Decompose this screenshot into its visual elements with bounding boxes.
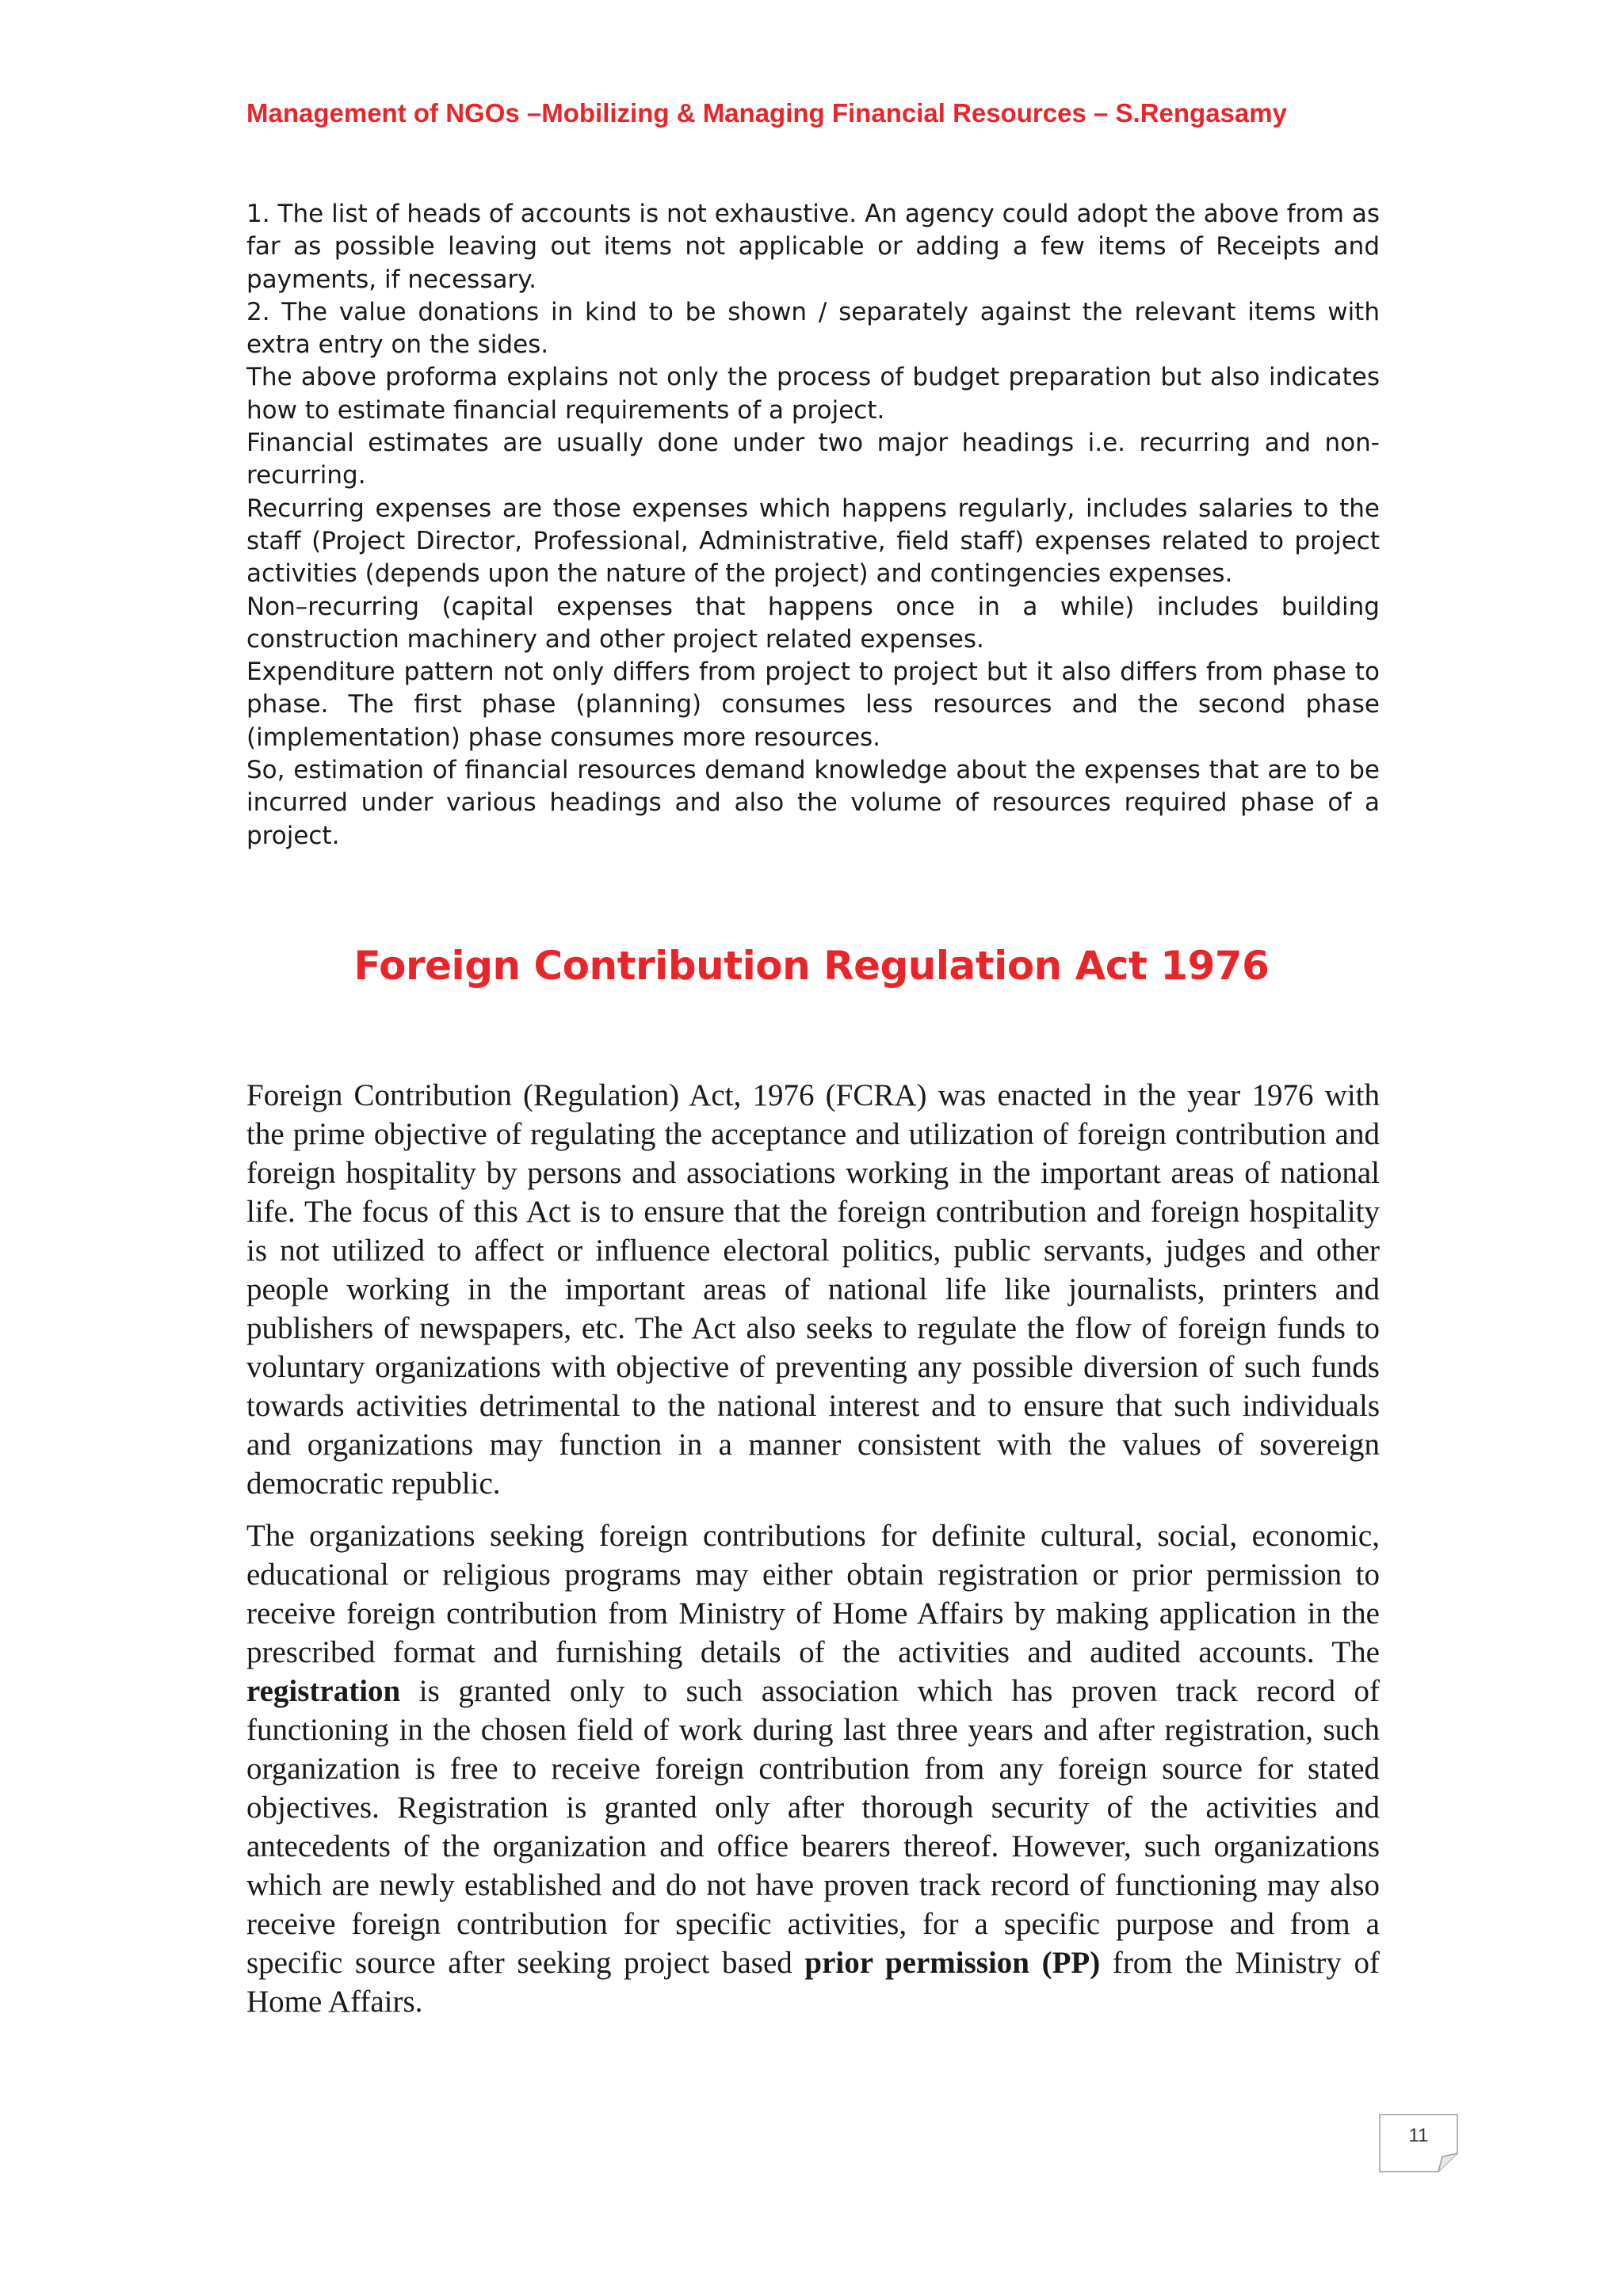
body-text: The organizations seeking foreign contributions for definite cultural, social, economic, educational or religious programs may either obtain registration or prior permission to receive foreign contribution from Ministry of Home Affairs by making application in the prescribed format and furnishing details of the activities and audited accounts. The bbox=[246, 1519, 1380, 1669]
page-number: 11 bbox=[1408, 2125, 1429, 2146]
note-paragraph: 1. The list of heads of accounts is not exhaustive. An agency could adopt the above from as far as possible leaving out items not applicable or adding a few items of Receipts and payments, if necessary. bbox=[246, 200, 1380, 294]
body-paragraph bbox=[246, 1516, 1380, 2021]
note-paragraph: Non–recurring (capital expenses that happens once in a while) includes building construction machinery and other project related expenses. bbox=[246, 592, 1380, 654]
body-text: is granted only to such association which has proven track record of functioning in the chosen field of work during last three years and after registration, such organization is free to receive foreign contribution from any foreign source for stated objectives. Registration is granted only after thorough security of the activities and antecedents of the organization and office bearers thereof. However, such organizations which are newly established and do not have proven track record of functioning may also receive foreign contribution for specific activities, for a specific purpose and from a specific source after seeking project based bbox=[246, 1674, 1380, 1980]
body-text: from the Ministry of Home Affairs. bbox=[246, 1946, 1380, 2019]
note-paragraph: Financial estimates are usually done under two major headings i.e. recurring and non-recurring. bbox=[246, 429, 1380, 490]
note-paragraph: The above proforma explains not only the process of budget preparation but also indicates how to estimate financial requirements of a project. bbox=[246, 363, 1380, 425]
note-paragraph: So, estimation of financial resources demand knowledge about the expenses that are to be incurred under various headings and also the volume of resources required phase of a project. bbox=[246, 756, 1380, 850]
page-number-tab bbox=[1379, 2114, 1458, 2172]
note-paragraph: 2. The value donations in kind to be shown / separately against the relevant items with extra entry on the sides. bbox=[246, 297, 1380, 360]
section-body bbox=[246, 1076, 1380, 2035]
body-paragraph: Foreign Contribution (Regulation) Act, 1976 (FCRA) was enacted in the year 1976 with the prime objective of regulating the acceptance and utilization of foreign contribution and foreign hospitality by persons and associations working in the important areas of national life. The focus of this Act is to ensure that the foreign contribution and foreign hospitality is not utilized to affect or influence electoral politics, public servants, judges and other people working in the important areas of national life like journalists, printers and publishers of newspapers, etc. The Act also seeks to regulate the flow of foreign funds to voluntary organizations with objective of preventing any possible diversion of such funds towards activities detrimental to the national interest and to ensure that such individuals and organizations may function in a manner consistent with the values of sovereign democratic republic. bbox=[246, 1078, 1380, 1501]
running-header: Management of NGOs –Mobilizing & Managing Financial Resources – S.Rengasamy bbox=[246, 98, 1287, 128]
notes-block bbox=[246, 198, 1380, 852]
bold-term-registration: registration bbox=[246, 1674, 401, 1708]
note-paragraph: Expenditure pattern not only differs from project to project but it also differs from phase to phase. The first phase (planning) consumes less resources and the second phase (implementation) phase consumes more resources. bbox=[246, 658, 1380, 752]
note-paragraph: Recurring expenses are those expenses which happens regularly, includes salaries to the staff (Project Director, Professional, Administrative, field staff) expenses related to project activities (depends upon the nature of the project) and contingencies expenses. bbox=[246, 494, 1380, 589]
section-title: Foreign Contribution Regulation Act 1976 bbox=[353, 943, 1270, 989]
bold-term-prior-permission: prior permission (PP) bbox=[804, 1946, 1101, 1980]
